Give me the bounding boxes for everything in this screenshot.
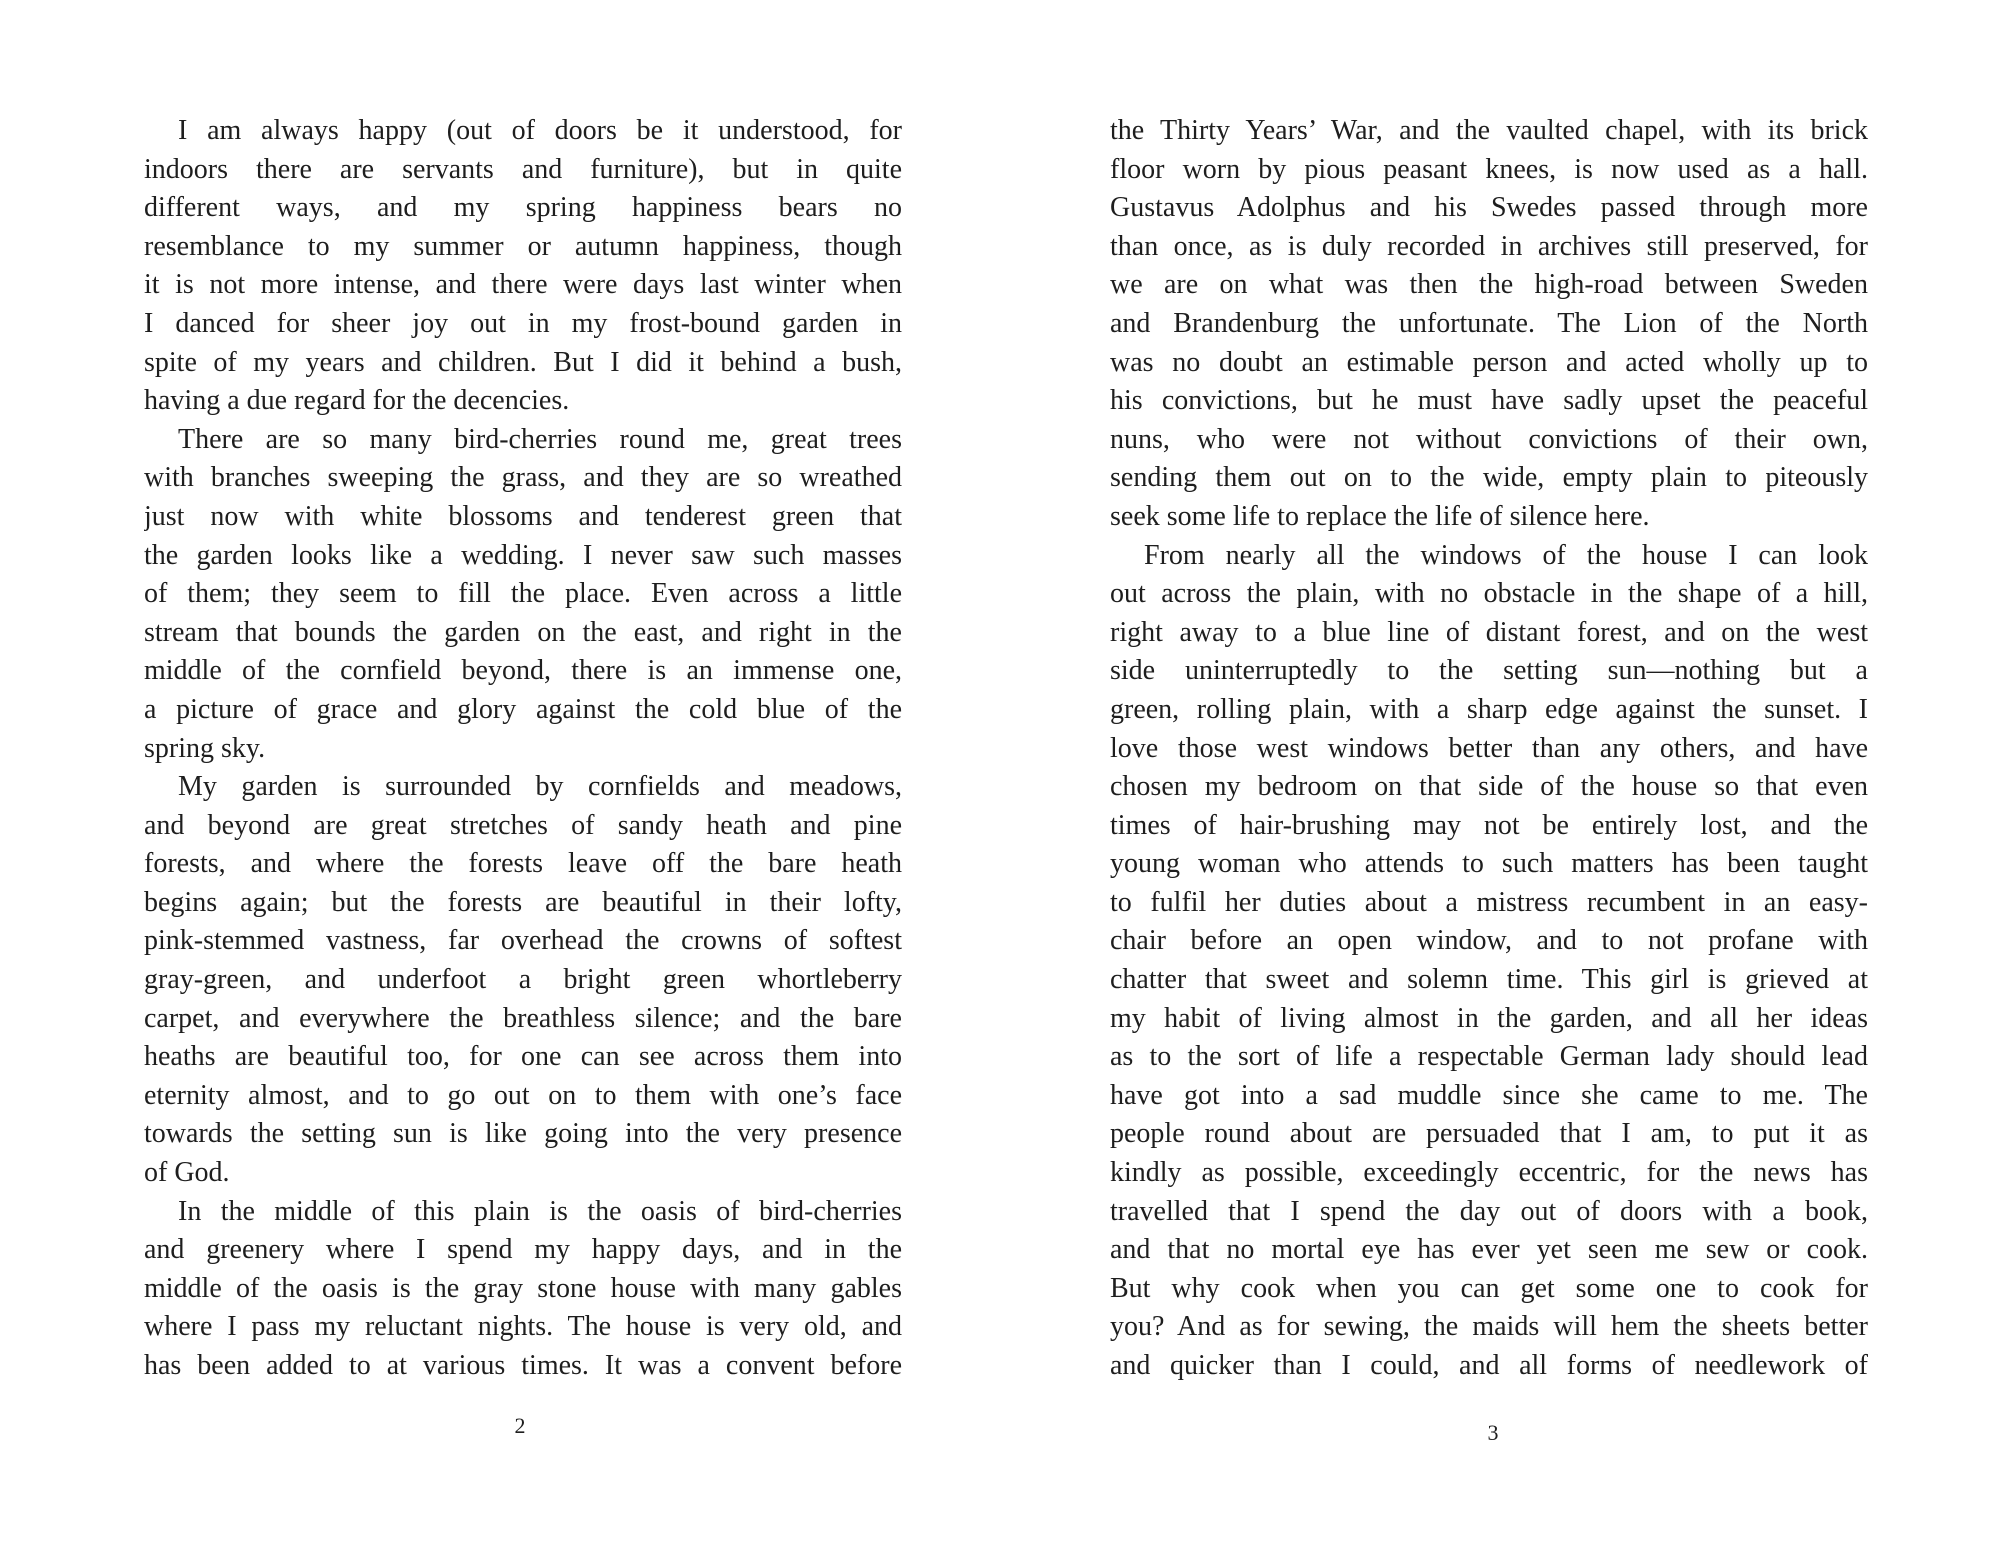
- text-line: chair before an open window, and to not profane with: [1110, 925, 1868, 957]
- text-line: gray-green, and underfoot a bright green whortleberry: [144, 964, 902, 996]
- text-line: out across the plain, with no obstacle in the shape of a hill,: [1110, 578, 1868, 610]
- text-line: From nearly all the windows of the house I can look: [1144, 539, 1868, 571]
- text-line: I am always happy (out of doors be it understood, for: [178, 115, 902, 146]
- text-line: side uninterruptedly to the setting sun—nothing but a: [1110, 655, 1868, 687]
- text-line: young woman who attends to such matters has been taught: [1110, 848, 1868, 880]
- text-line: where I pass my reluctant nights. The house is very old, and: [144, 1311, 902, 1343]
- page-number: 2: [514, 1413, 526, 1438]
- text-line: middle of the oasis is the gray stone house with many gables: [144, 1272, 902, 1304]
- text-line: forests, and where the forests leave off the bare heath: [144, 848, 902, 880]
- text-line: Gustavus Adolphus and his Swedes passed through more: [1110, 192, 1868, 224]
- text-line: carpet, and everywhere the breathless silence; and the bare: [144, 1002, 902, 1034]
- text-line: his convictions, but he must have sadly upset the peaceful: [1110, 385, 1868, 417]
- text-line: eternity almost, and to go out on to them with one’s face: [144, 1079, 902, 1111]
- text-line: love those west windows better than any others, and have: [1110, 732, 1868, 764]
- text-line: the garden looks like a wedding. I never saw such masses: [144, 539, 902, 571]
- text-line: to fulfil her duties about a mistress recumbent in an easy-: [1110, 886, 1868, 918]
- text-line: chosen my bedroom on that side of the house so that even: [1110, 771, 1868, 803]
- text-line: and beyond are great stretches of sandy heath and pine: [144, 809, 902, 841]
- text-line: as to the sort of life a respectable German lady should lead: [1110, 1041, 1868, 1073]
- text-line: middle of the cornfield beyond, there is an immense one,: [144, 655, 902, 687]
- text-line: kindly as possible, exceedingly eccentric, for the news has: [1110, 1157, 1868, 1189]
- text-line: just now with white blossoms and tenderest green that: [144, 500, 902, 532]
- text-line: of God.: [144, 1157, 230, 1189]
- text-line: different ways, and my spring happiness bears no: [144, 192, 902, 224]
- text-line: people round about are persuaded that I am, to put it as: [1110, 1118, 1868, 1150]
- text-line: spite of my years and children. But I did it behind a bush,: [144, 346, 902, 378]
- text-line: a picture of grace and glory against the cold blue of the: [144, 693, 902, 725]
- text-line: and that no mortal eye has ever yet seen me sew or cook.: [1110, 1234, 1868, 1266]
- text-line: begins again; but the forests are beautiful in their lofty,: [144, 886, 902, 918]
- text-line: resemblance to my summer or autumn happiness, though: [144, 230, 902, 262]
- text-line: My garden is surrounded by cornfields and meadows,: [178, 771, 902, 803]
- text-line: floor worn by pious peasant knees, is now used as a hall.: [1110, 153, 1868, 185]
- text-line: green, rolling plain, with a sharp edge against the sunset. I: [1110, 693, 1868, 725]
- text-line: and quicker than I could, and all forms of needlework of: [1110, 1350, 1868, 1381]
- text-line: times of hair-brushing may not be entirely lost, and the: [1110, 809, 1868, 841]
- text-line: than once, as is duly recorded in archives still preserved, for: [1110, 230, 1868, 262]
- text-line: But why cook when you can get some one to cook for: [1110, 1272, 1868, 1304]
- text-line: towards the setting sun is like going into the very presence: [144, 1118, 902, 1150]
- text-line: was no doubt an estimable person and acted wholly up to: [1110, 346, 1868, 378]
- text-line: my habit of living almost in the garden, and all her ideas: [1110, 1002, 1868, 1034]
- text-line: seek some life to replace the life of silence here.: [1110, 500, 1650, 532]
- text-line: travelled that I spend the day out of doors with a book,: [1110, 1195, 1868, 1227]
- text-line: sending them out on to the wide, empty plain to piteously: [1110, 462, 1868, 494]
- text-line: we are on what was then the high-road between Sweden: [1110, 269, 1868, 301]
- text-line: and greenery where I spend my happy days, and in the: [144, 1234, 902, 1266]
- text-line: has been added to at various times. It was a convent before: [144, 1350, 902, 1381]
- right-page: [1000, 0, 2000, 1558]
- text-line: with branches sweeping the grass, and they are so wreathed: [144, 462, 902, 494]
- text-line: it is not more intense, and there were days last winter when: [144, 269, 902, 301]
- text-line: chatter that sweet and solemn time. This girl is grieved at: [1110, 964, 1868, 996]
- text-line: having a due regard for the decencies.: [144, 385, 570, 417]
- text-line: In the middle of this plain is the oasis of bird-cherries: [178, 1195, 902, 1227]
- text-line: heaths are beautiful too, for one can see across them into: [144, 1041, 902, 1073]
- text-line: I danced for sheer joy out in my frost-bound garden in: [144, 307, 902, 339]
- text-line: There are so many bird-cherries round me, great trees: [178, 423, 902, 455]
- text-line: have got into a sad muddle since she came to me. The: [1110, 1079, 1868, 1111]
- text-line: and Brandenburg the unfortunate. The Lion of the North: [1110, 307, 1868, 339]
- text-line: indoors there are servants and furniture), but in quite: [144, 153, 902, 185]
- page-number: 3: [1487, 1420, 1499, 1445]
- text-line: nuns, who were not without convictions of their own,: [1110, 423, 1868, 455]
- text-line: the Thirty Years’ War, and the vaulted chapel, with its brick: [1110, 115, 1868, 146]
- right-page-text: [1110, 112, 1868, 1386]
- text-line: spring sky.: [144, 732, 266, 764]
- text-line: pink-stemmed vastness, far overhead the crowns of softest: [144, 925, 902, 957]
- text-line: you? And as for sewing, the maids will hem the sheets better: [1110, 1311, 1868, 1343]
- text-line: right away to a blue line of distant forest, and on the west: [1110, 616, 1868, 648]
- text-line: of them; they seem to fill the place. Even across a little: [144, 578, 902, 610]
- text-line: stream that bounds the garden on the east, and right in the: [144, 616, 902, 648]
- left-page-text: [144, 112, 902, 1386]
